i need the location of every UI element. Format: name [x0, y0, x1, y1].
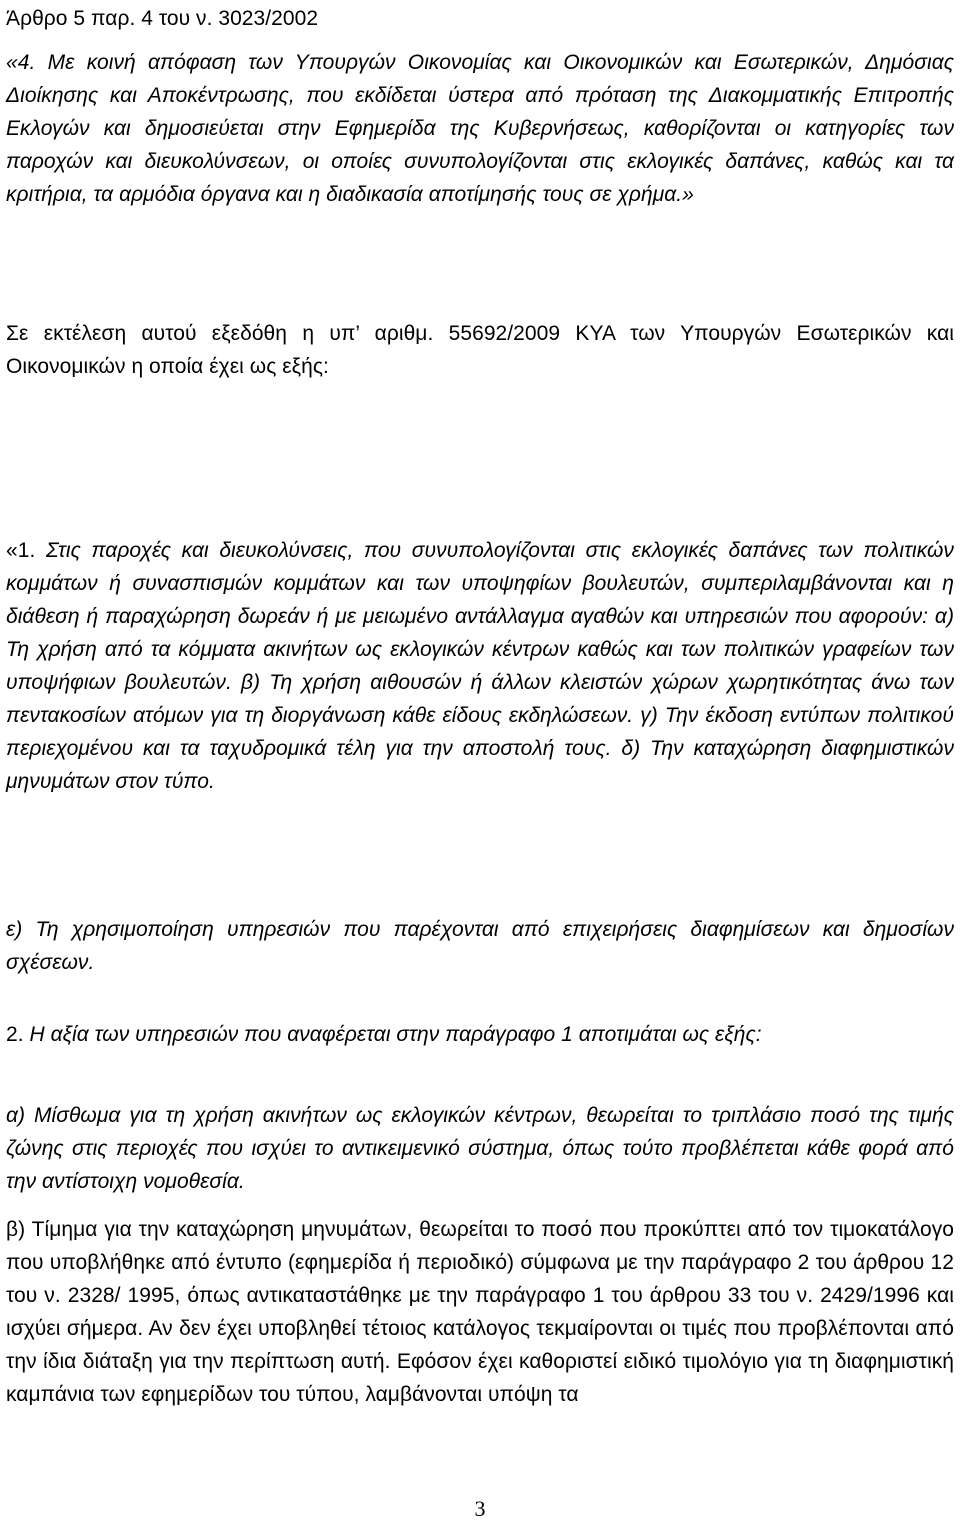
paragraph-2-number: 2. — [6, 1023, 30, 1046]
paragraph-1-number: «1. — [6, 539, 46, 562]
item-a: α) Μίσθωμα για τη χρήση ακινήτων ως εκλογικών κέντρων, θεωρείται το τριπλάσιο ποσό της τιμής ζώνης στις περιοχές που ισχύει το αντικειμενικό σύστημα, όπως τούτο προβλέπεται κάθε φορά από την αντίστοιχη νομοθεσία. — [6, 1104, 954, 1193]
article-heading: Άρθρο 5 παρ. 4 του ν. 3023/2002 — [6, 7, 319, 30]
paragraph-2 — [6, 1018, 954, 1051]
item-e: ε) Τη χρησιμοποίηση υπηρεσιών που παρέχονται από επιχειρήσεις διαφημίσεων και δημοσίων σχέσεων. — [6, 918, 954, 974]
execution-note: Σε εκτέλεση αυτού εξεδόθη η υπ’ αριθμ. 55692/2009 ΚΥΑ των Υπουργών Εσωτερικών και Οικονομικών η οποία έχει ως εξής: — [6, 322, 954, 378]
quoted-paragraph-4: «4. Με κοινή απόφαση των Υπουργών Οικονομίας και Οικονομικών και Εσωτερικών, Δημόσιας Διοίκησης και Αποκέντρωσης, που εκδίδεται ύστερα από πρόταση της Διακομματικής Επιτροπής Εκλογών και δημοσιεύεται στην Εφημερίδα της Κυβερνήσεως, καθορίζονται οι κατηγορίες των παροχών και διευκολύνσεων, οι οποίες συνυπολογίζονται στις εκλογικές δαπάνες, καθώς και τα κριτήρια, τα αρμόδια όργανα και η διαδικασία αποτίμησής τους σε χρήμα.» — [6, 51, 954, 206]
page-number: 3 — [474, 1496, 486, 1521]
document-page — [6, 0, 954, 1534]
paragraph-1-text: Στις παροχές και διευκολύνσεις, που συνυπολογίζονται στις εκλογικές δαπάνες των πολιτικών κομμάτων ή συνασπισμών κομμάτων και των υποψηφίων βουλευτών, συμπεριλαμβάνονται και η διάθεση ή παραχώρηση δωρεάν ή με μειωμένο αντάλλαγμα αγαθών και υπηρεσιών που αφορούν: α) Τη χρήση από τα κόμματα ακινήτων ως εκλογικών κέντρων καθώς και των πολιτικών γραφείων των υποψήφιων βουλευτών. β) Τη χρήση αιθουσών ή άλλων κλειστών χώρων χωρητικότητας άνω των πεντακοσίων ατόμων για τη διοργάνωση κάθε είδους εκδηλώσεων. γ) Την έκδοση εντύπων πολιτικού περιεχομένου και τα ταχυδρομικά τέλη για την αποστολή τους. δ) Την καταχώρηση διαφημιστικών μηνυμάτων στον τύπο. — [6, 539, 954, 793]
paragraph-1 — [6, 534, 954, 798]
paragraph-2-text: Η αξία των υπηρεσιών που αναφέρεται στην παράγραφο 1 αποτιμάται ως εξής: — [29, 1023, 762, 1046]
item-b: β) Τίμημα για την καταχώρηση μηνυμάτων, θεωρείται το ποσό που προκύπτει από τον τιμοκατάλογο που υποβλήθηκε από έντυπο (εφημερίδα ή περιοδικό) σύμφωνα με την παράγραφο 2 του άρθρου 12 του ν. 2328/ 1995, όπως αντικαταστάθηκε με την παράγραφο 1 του άρθρου 33 του ν. 2429/1996 και ισχύει σήμερα. Αν δεν έχει υποβληθεί τέτοιος κατάλογος τεκμαίρονται οι τιμές που προβλέπονται από την ίδια διάταξη για την περίπτωση αυτή. Εφόσον έχει καθοριστεί ειδικό τιμολόγιο για τη διαφημιστική καμπάνια των εφημερίδων του τύπου, λαμβάνονται υπόψη τα — [6, 1218, 954, 1406]
